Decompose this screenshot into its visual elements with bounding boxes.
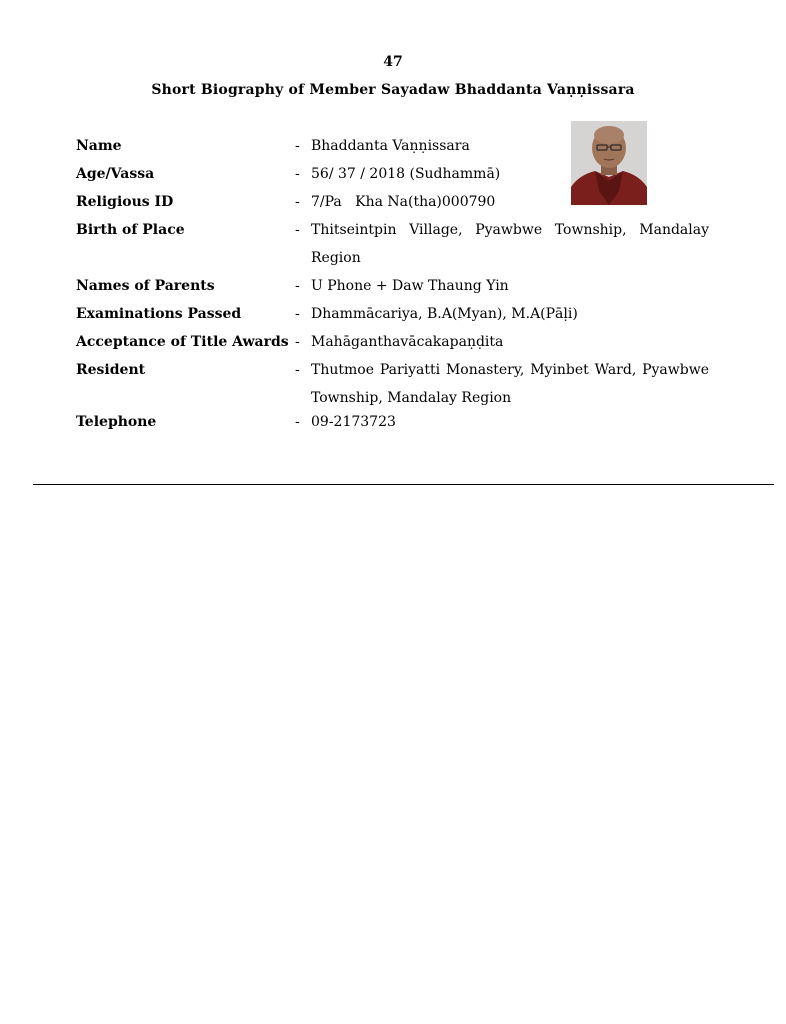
separator-dash: - [295, 194, 300, 210]
age-label: Age/Vassa [76, 166, 155, 182]
page-number: 47 [383, 54, 403, 70]
separator-dash: - [295, 278, 300, 294]
separator-dash: - [295, 334, 300, 350]
page-title: Short Biography of Member Sayadaw Bhaddanta Vaṇṇissara [151, 82, 635, 98]
title-awards-value: Mahāganthavācakapaṇḍita [311, 334, 504, 350]
parents-value: U Phone + Daw Thaung Yin [311, 278, 509, 294]
portrait-photo [571, 121, 647, 205]
resident-label: Resident [76, 362, 146, 378]
examinations-label: Examinations Passed [76, 306, 242, 322]
name-label: Name [76, 138, 122, 154]
telephone-label: Telephone [76, 414, 157, 430]
separator-dash: - [295, 414, 300, 430]
resident-value: Thutmoe Pariyatti Monastery, Myinbet Ward, Pyawbwe Township, Mandalay Region [311, 362, 709, 406]
religious-id-label: Religious ID [76, 194, 174, 210]
separator-dash: - [295, 166, 300, 182]
religious-id-value: 7/Pa Kha Na(tha)000790 [311, 194, 496, 210]
birth-place-value: Thitseintpin Village, Pyawbwe Township, Mandalay Region [311, 222, 709, 266]
separator-dash: - [295, 222, 300, 238]
separator-dash: - [295, 306, 300, 322]
age-value: 56/ 37 / 2018 (Sudhammā) [311, 166, 501, 182]
parents-label: Names of Parents [76, 278, 215, 294]
birth-place-label: Birth of Place [76, 222, 185, 238]
separator-dash: - [295, 362, 300, 378]
telephone-value: 09-2173723 [311, 414, 396, 430]
horizontal-divider [33, 484, 774, 485]
title-awards-label: Acceptance of Title Awards [76, 334, 289, 350]
monk-portrait-image [571, 121, 647, 205]
examinations-value: Dhammācariya, B.A(Myan), M.A(Pāḷi) [311, 306, 578, 322]
name-value: Bhaddanta Vaṇṇissara [311, 138, 470, 154]
separator-dash: - [295, 138, 300, 154]
